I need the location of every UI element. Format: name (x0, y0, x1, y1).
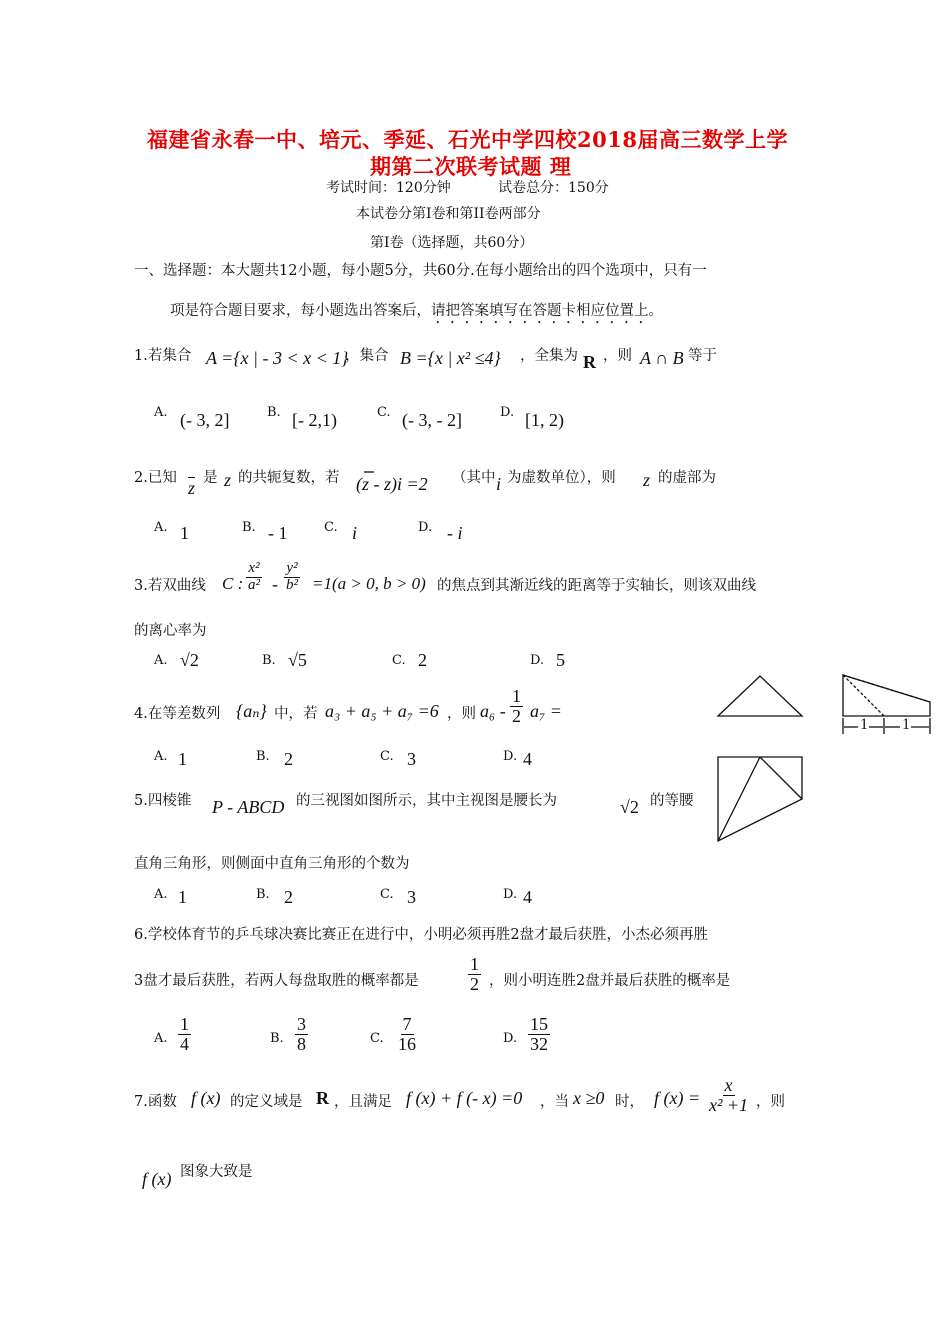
q7-real-set: R (316, 1088, 329, 1108)
exam-parts: 本试卷分第I卷和第II卷两部分 (356, 206, 541, 222)
q1-option-b-letter: B. (267, 405, 281, 420)
q5-label: 5.四棱锥 (134, 793, 192, 809)
q3-option-d: 5 (556, 650, 565, 670)
q2-end: 的虚部为 (658, 470, 716, 486)
q4-a6: a₆ - (480, 701, 506, 721)
q2-z: z (224, 470, 232, 490)
q2-option-a-letter: A. (154, 520, 168, 535)
instructions-line-1: 一、选择题：本大题共12小题，每小题5分，共60分.在每小题给出的四个选项中，只有一 (134, 263, 707, 279)
q4-option-a-letter: A. (154, 749, 168, 764)
q6-option-d-letter: D. (503, 1031, 518, 1046)
q6-frac-den: 2 (470, 973, 479, 994)
q6-option-a-den: 4 (180, 1033, 189, 1054)
q4-half-den: 2 (512, 705, 521, 726)
q6-probability-fraction (468, 955, 481, 994)
side-view-figure (838, 672, 938, 742)
q2-note2: 为虚数单位），则 (507, 470, 616, 486)
q4-a7: a₇ = (530, 701, 562, 721)
q6-option-b (295, 1015, 308, 1054)
q3-option-a: √2 (180, 650, 199, 670)
q5-option-a-letter: A. (154, 887, 168, 902)
instructions-end: 。 (648, 303, 663, 319)
q2-note: （其中 (452, 470, 496, 486)
q3-option-d-letter: D. (530, 653, 545, 668)
q2-option-d-letter: D. (418, 520, 433, 535)
q5-root2: √2 (620, 797, 639, 817)
q1-option-a-letter: A. (154, 405, 168, 420)
q2-option-c: i (352, 523, 358, 543)
q3-conditions: =1(a > 0, b > 0) (312, 574, 426, 593)
q3-option-a-letter: A. (154, 653, 168, 668)
q4-half-num: 1 (512, 686, 521, 706)
q1-set-a: A ={x | - 3 < x < 1} (206, 348, 349, 368)
q7-end: 图象大致是 (180, 1164, 253, 1180)
q5-option-d-letter: D. (503, 887, 518, 902)
q6-option-c (396, 1015, 418, 1054)
q6-option-d (528, 1015, 550, 1054)
q1-option-b: [- 2,1) (292, 410, 337, 430)
q1-option-c: (- 3, - 2] (402, 410, 462, 430)
q7-frac-num: x (724, 1075, 733, 1095)
q6-option-b-letter: B. (270, 1031, 284, 1046)
q2-i: i (496, 474, 502, 494)
q2-z2: z (643, 470, 651, 490)
q6-option-a-num: 1 (180, 1014, 189, 1034)
q3-label: 3.若双曲线 (134, 578, 206, 594)
q2-option-c-letter: C. (324, 520, 338, 535)
q6-option-c-num: 7 (402, 1014, 412, 1034)
q4-sequence: {aₙ} (236, 701, 267, 721)
title-line-2: 期第二次联考试题 理 (370, 154, 572, 179)
q2-conj-bar (363, 470, 375, 474)
q1-real-set: R (583, 352, 596, 372)
q4-equation: a₃ + a₅ + a₇ =6 (325, 701, 439, 721)
q3-y2: y² (286, 560, 298, 576)
q5-option-c: 3 (407, 887, 416, 907)
q2-label: 2.已知 (134, 470, 177, 486)
q7-odd-equation: f (x) + f (- x) =0 (406, 1088, 523, 1108)
instructions-plain: 项是符合题目要求，每小题选出答案后， (170, 303, 431, 319)
q7-time: 时， (615, 1094, 644, 1110)
q1-universe: ，全集为 (520, 348, 578, 364)
q4-option-c: 3 (407, 749, 416, 769)
q5-option-a: 1 (178, 887, 187, 907)
q6-line-2b: ，则小明连胜2盘并最后获胜的概率是 (489, 973, 731, 989)
q1-end: 等于 (688, 348, 717, 364)
instructions-line-2 (170, 299, 663, 327)
side-view-dim-1: 1 (860, 716, 868, 733)
q6-option-a-letter: A. (154, 1031, 168, 1046)
q6-line-1: 6.学校体育节的乒乓球决赛比赛正在进行中，小明必须再胜2盘才最后获胜，小杰必须再胜 (134, 927, 709, 943)
top-view-figure (714, 753, 806, 845)
q5-option-b: 2 (284, 887, 293, 907)
q4-option-b: 2 (284, 749, 293, 769)
q5-option-d: 4 (523, 887, 532, 907)
q4-option-d-letter: D. (503, 749, 518, 764)
q6-option-d-num: 15 (530, 1014, 548, 1034)
q7-label: 7.函数 (134, 1094, 177, 1110)
q7-domain: 的定义域是 (230, 1094, 303, 1110)
exam-time: 考试时间：120分钟 (326, 180, 451, 196)
q6-option-a (178, 1015, 191, 1054)
q4-option-d: 4 (523, 749, 532, 769)
q6-option-b-den: 8 (297, 1033, 306, 1054)
q3-curve-name: C : (222, 574, 244, 593)
q2-option-a: 1 (180, 523, 189, 543)
q4-then: ，则 (447, 706, 476, 722)
q3-option-b-letter: B. (262, 653, 276, 668)
q7-fx3: f (x) (142, 1169, 172, 1189)
title-line-1: 福建省永春一中、培元、季延、石光中学四校2018届高三数学上学 (147, 127, 788, 152)
q4-option-a: 1 (178, 749, 187, 769)
q5-line-2: 直角三角形，则侧面中直角三角形的个数为 (134, 856, 410, 872)
q2-is: 是 (203, 470, 218, 486)
q7-when: ，当 (540, 1094, 569, 1110)
q4-label: 4.在等差数列 (134, 706, 221, 722)
q3-minus: - (272, 574, 278, 594)
q3-b2: b² (286, 576, 298, 593)
q2-option-b-letter: B. (242, 520, 256, 535)
q6-option-c-den: 16 (398, 1033, 416, 1054)
q1-mid: ，集合 (345, 348, 389, 364)
q1-label: 1.若集合 (134, 348, 192, 364)
q5-pyramid: P - ABCD (212, 797, 285, 817)
q3-frac-y (284, 561, 300, 594)
q4-mid: 中，若 (274, 706, 318, 722)
q7-then: ，则 (756, 1094, 785, 1110)
instructions-emphasis: 请把答案填写在答题卡相应位置上 (431, 303, 649, 319)
q1-option-d: [1, 2) (525, 410, 564, 430)
q3-option-b: √5 (288, 650, 307, 670)
q1-set-b: B ={x | x² ≤4} (400, 348, 501, 368)
q3-option-c: 2 (418, 650, 427, 670)
q7-fraction (707, 1076, 750, 1115)
q3-line-2: 的离心率为 (134, 623, 207, 639)
q4-option-c-letter: C. (380, 749, 394, 764)
q6-option-b-num: 3 (297, 1014, 306, 1034)
q1-tail: ，则 (603, 348, 632, 364)
q3-x2: x² (248, 560, 260, 576)
q3-text: 的焦点到其渐近线的距离等于实轴长，则该双曲线 (437, 578, 756, 594)
q5-text2: 的等腰 (650, 793, 694, 809)
q3-frac-x (246, 561, 262, 594)
q2-z-bar: $\overline{z}$ (188, 478, 196, 498)
q2-conj-text: 的共轭复数，若 (238, 470, 340, 486)
q7-satisfy: ，且满足 (334, 1094, 392, 1110)
q1-option-a: (- 3, 2] (180, 410, 230, 430)
q2-option-b: - 1 (268, 523, 288, 543)
q4-option-b-letter: B. (256, 749, 270, 764)
q2-option-d: - i (447, 523, 463, 543)
q7-frac-den: x² +1 (709, 1094, 749, 1115)
q1-expression: A ∩ B (640, 348, 684, 368)
q4-half-fraction (510, 687, 523, 726)
front-view-figure (714, 672, 806, 720)
q7-condition: x ≥0 (573, 1088, 605, 1108)
q6-line-2a: 3盘才最后获胜，若两人每盘取胜的概率都是 (134, 973, 419, 989)
q6-option-d-den: 32 (530, 1033, 548, 1054)
q5-option-c-letter: C. (380, 887, 394, 902)
q1-option-d-letter: D. (500, 405, 515, 420)
q7-fx2: f (x) = (654, 1088, 701, 1108)
q6-option-c-letter: C. (370, 1031, 384, 1046)
q3-a2: a² (248, 576, 260, 593)
q3-option-c-letter: C. (392, 653, 406, 668)
q7-fx: f (x) (191, 1088, 221, 1108)
q5-text: 的三视图如图所示，其中主视图是腰长为 (296, 793, 557, 809)
q6-frac-num: 1 (470, 954, 479, 974)
exam-score: 试卷总分：150分 (498, 180, 609, 196)
q1-option-c-letter: C. (377, 405, 391, 420)
section-heading: 第I卷（选择题，共60分） (370, 235, 534, 251)
side-view-dim-2: 1 (902, 716, 910, 733)
q5-option-b-letter: B. (256, 887, 270, 902)
q2-equation: (z - z)i =2 (356, 474, 428, 494)
